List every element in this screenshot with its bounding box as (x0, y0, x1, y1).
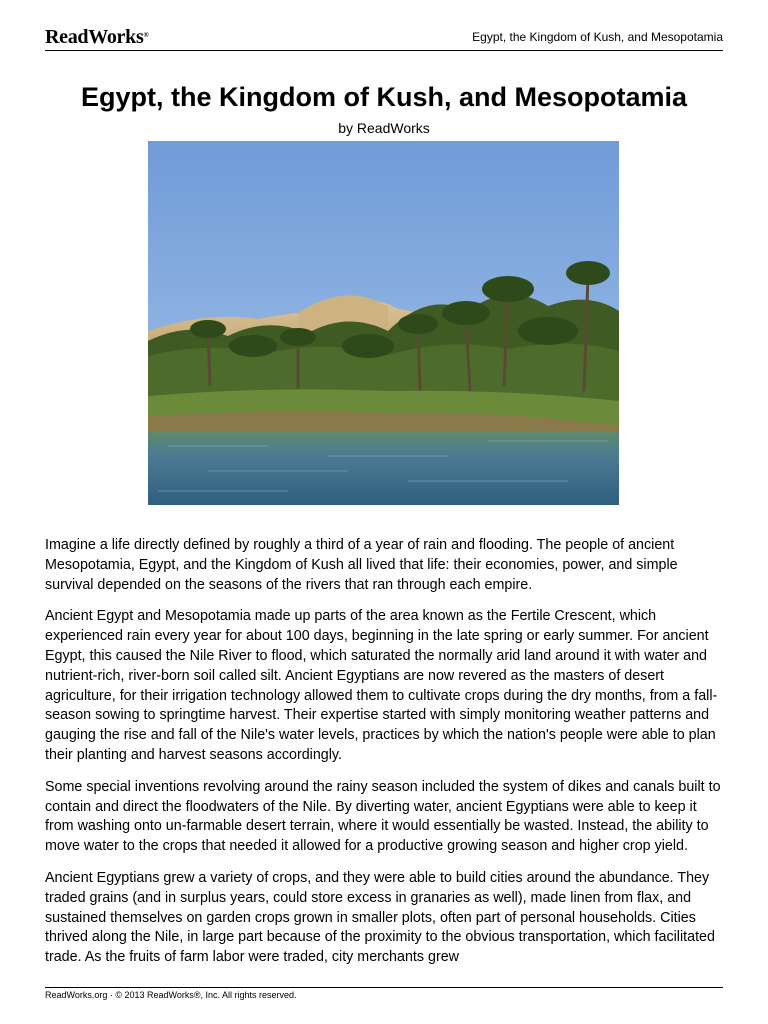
paragraph: Some special inventions revolving around the rainy season included the system of dikes and canals built to contain and direct the floodwaters of the Nile. By diverting water, ancient Egyptians were able to keep it from washing onto un-farmable desert terrain, where it would essentially be wasted. Instead, the ability to move water to the crops that needed it allowed for a productive growing season and higher crop yield. (45, 778, 721, 855)
readworks-logo (45, 26, 148, 48)
article-title: Egypt, the Kingdom of Kush, and Mesopotamia (80, 82, 687, 112)
nile-river-photo (148, 141, 619, 505)
logo-registered-mark: ® (143, 31, 149, 39)
page-footer: ReadWorks.org · © 2013 ReadWorks®, Inc. All rights reserved. (45, 990, 297, 1000)
footer-divider (45, 987, 723, 988)
page-header (45, 24, 723, 51)
paragraph: Ancient Egyptians grew a variety of crops, and they were able to build cities around the abundance. They traded grains (and in surplus years, could store excess in granaries as well), made linen from flax, and sustained themselves on garden crops grown in smaller plots, often part of personal households. Cities thrived along the Nile, in large part because of the proximity to the obvious transportation, which facilitated trade. As the fruits of farm labor were traded, city merchants grew (45, 869, 715, 966)
running-title: Egypt, the Kingdom of Kush, and Mesopotamia (472, 30, 723, 44)
article-body (45, 536, 727, 980)
logo-text: ReadWorks (45, 26, 144, 48)
paragraph: Imagine a life directly defined by roughly a third of a year of rain and flooding. The people of ancient Mesopotamia, Egypt, and the Kingdom of Kush all lived that life: their economies, power, and simple survival depended on the seasons of the rivers that ran through each empire. (45, 537, 678, 593)
paragraph: Ancient Egypt and Mesopotamia made up parts of the area known as the Fertile Crescent, which experienced rain every year for about 100 days, beginning in the late spring or early summer. For ancient Egypt, this caused the Nile River to flood, which saturated the normally arid land around it with water and nutrient-rich, river-born soil called silt. Ancient Egyptians are now revered as the masters of desert agriculture, for their irrigation technology allowed them to cultivate crops during the dry months, from a fall-season sowing to springtime harvest. Their expertise started with simply monitoring weather patterns and gauging the rise and fall of the Nile's water levels, practices by which the nation's people were able to plan their planting and harvest seasons accordingly. (45, 608, 718, 763)
article-byline: by ReadWorks (338, 120, 430, 136)
